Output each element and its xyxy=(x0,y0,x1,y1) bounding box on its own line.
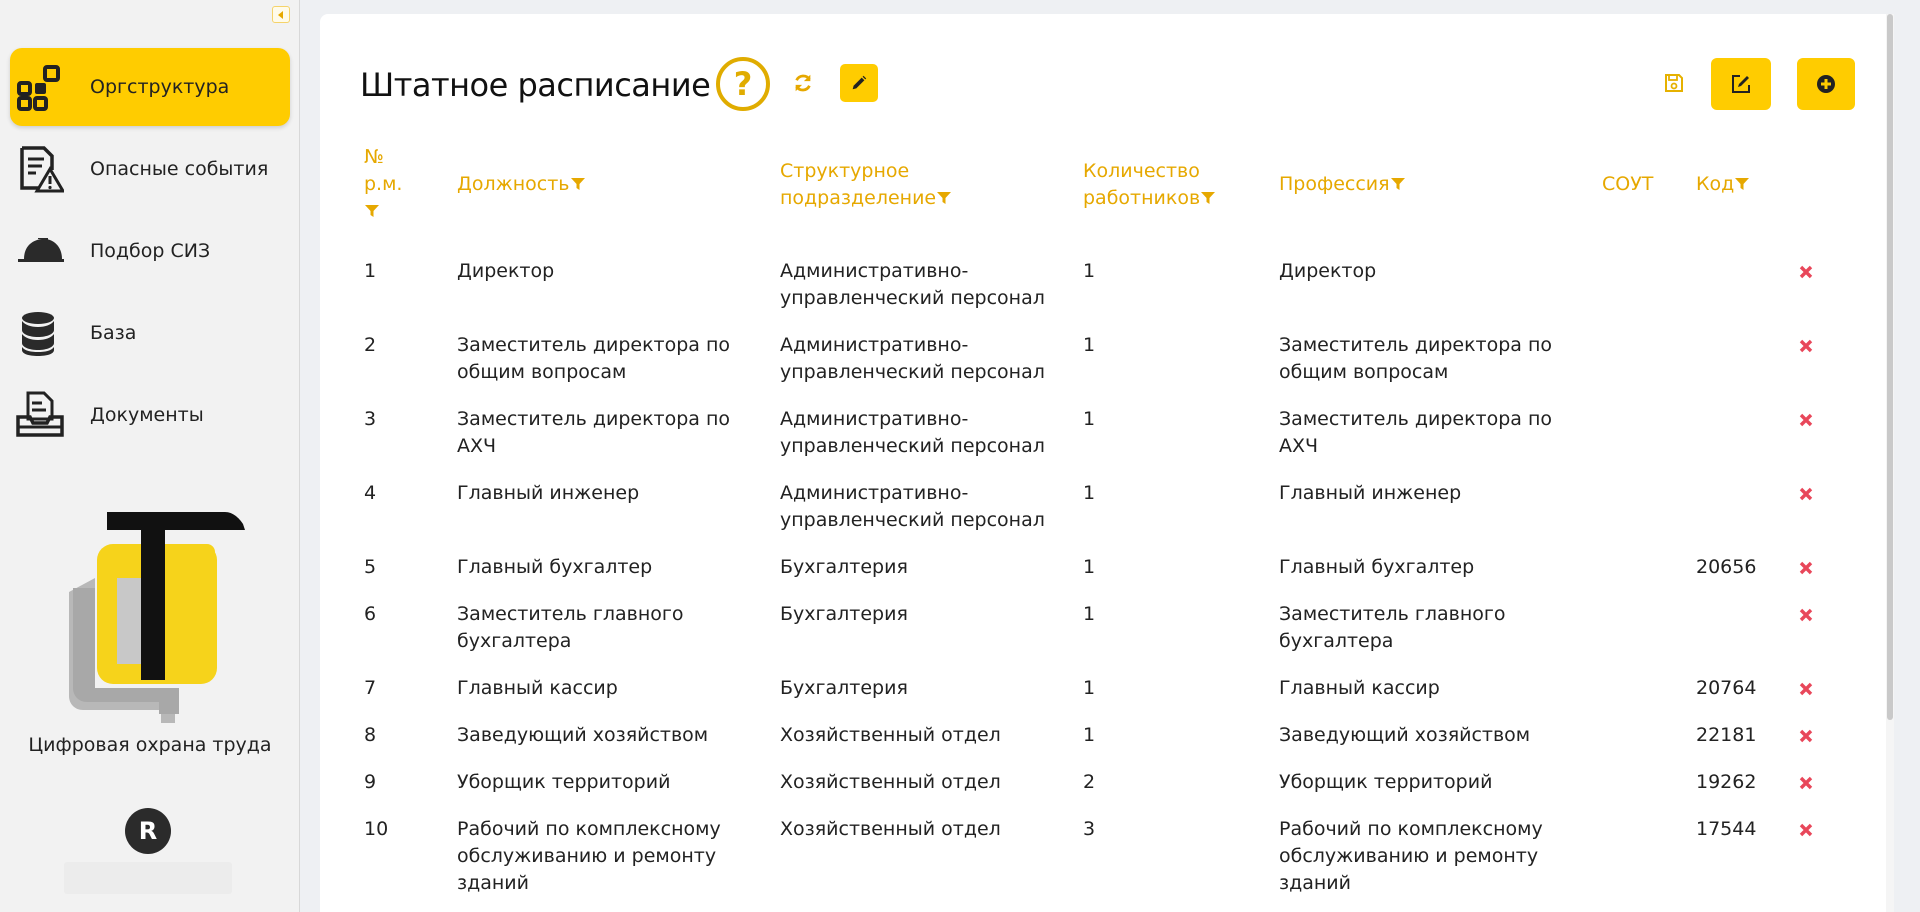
filter-icon[interactable] xyxy=(1391,177,1405,191)
cell-department xyxy=(780,601,908,628)
main-panel xyxy=(320,14,1894,912)
cell-position-line: обслуживанию и ремонту xyxy=(457,845,717,867)
cell-position-line: Заместитель директора по xyxy=(457,408,731,430)
column-header-department-line1: Структурное xyxy=(780,160,910,182)
cell-profession xyxy=(1279,554,1474,581)
footer-placeholder xyxy=(64,862,232,894)
cell-count: 1 xyxy=(1083,603,1096,625)
cell-code: 19262 xyxy=(1696,771,1757,793)
cell-profession xyxy=(1279,816,1543,897)
cell-count: 1 xyxy=(1083,334,1096,356)
table-row[interactable] xyxy=(364,406,1824,460)
cell-profession-line: Главный кассир xyxy=(1279,677,1440,699)
edit-record-button[interactable] xyxy=(1711,58,1771,110)
cell-profession-line: зданий xyxy=(1279,872,1352,894)
column-header-position-label: Должность xyxy=(457,173,570,195)
cell-count: 1 xyxy=(1083,556,1096,578)
delete-row-button[interactable] xyxy=(1798,412,1814,428)
sidebar-item-org-structure[interactable] xyxy=(10,48,290,126)
cell-department-line: Хозяйственный отдел xyxy=(780,724,1001,746)
column-header-count-line2: работников xyxy=(1083,187,1201,209)
table-row[interactable] xyxy=(364,675,1824,702)
cell-department-line: Хозяйственный отдел xyxy=(780,818,1001,840)
cell-department xyxy=(780,554,908,581)
edit-square-icon xyxy=(1730,73,1752,95)
column-header-department[interactable] xyxy=(780,158,951,212)
cell-position-line: Заведующий хозяйством xyxy=(457,724,709,746)
cell-department-line: управленческий персонал xyxy=(780,509,1045,531)
delete-row-button[interactable] xyxy=(1798,728,1814,744)
column-header-department-line2: подразделение xyxy=(780,187,937,209)
cell-profession xyxy=(1279,480,1461,507)
cell-position-line: Заместитель директора по xyxy=(457,334,731,356)
cell-profession xyxy=(1279,722,1530,749)
delete-row-button[interactable] xyxy=(1798,822,1814,838)
sidebar-item-hazard-events[interactable] xyxy=(10,130,290,208)
page-title: Штатное расписание xyxy=(360,66,711,104)
column-header-sout[interactable]: СОУТ xyxy=(1602,173,1654,195)
sidebar xyxy=(0,0,300,912)
cell-num: 2 xyxy=(364,334,377,356)
cell-count: 1 xyxy=(1083,260,1096,282)
cell-department-line: Административно- xyxy=(780,482,969,504)
delete-x-icon xyxy=(1799,823,1813,837)
filter-icon[interactable] xyxy=(937,191,951,205)
delete-x-icon xyxy=(1799,608,1813,622)
cell-profession xyxy=(1279,258,1376,285)
cell-profession-line: Заместитель директора по xyxy=(1279,408,1553,430)
cell-num: 10 xyxy=(364,818,389,840)
hard-hat-icon xyxy=(14,225,66,277)
sidebar-item-label: Подбор СИЗ xyxy=(90,240,211,262)
delete-row-button[interactable] xyxy=(1798,560,1814,576)
cell-code: 17544 xyxy=(1696,818,1757,840)
cell-profession-line: Уборщик территорий xyxy=(1279,771,1493,793)
cell-profession-line: Заведующий хозяйством xyxy=(1279,724,1531,746)
cell-position xyxy=(457,332,730,386)
cell-department-line: Административно- xyxy=(780,408,969,430)
cell-department-line: управленческий персонал xyxy=(780,287,1045,309)
sidebar-item-ppe[interactable] xyxy=(10,212,290,290)
column-header-profession-label: Профессия xyxy=(1279,173,1390,195)
sidebar-nav xyxy=(10,48,290,458)
help-button[interactable] xyxy=(716,57,770,111)
brand-name: Цифровая охрана труда xyxy=(28,734,272,756)
database-icon xyxy=(14,307,66,359)
cell-position xyxy=(457,406,730,460)
delete-x-icon xyxy=(1799,413,1813,427)
table-row[interactable] xyxy=(364,816,1824,897)
cell-code: 20764 xyxy=(1696,677,1757,699)
edit-mode-button[interactable] xyxy=(840,64,878,102)
sidebar-item-label: Опасные события xyxy=(90,158,269,180)
cell-department xyxy=(780,722,1001,749)
hazard-report-icon xyxy=(14,143,66,195)
cell-profession-line: АХЧ xyxy=(1279,435,1319,457)
delete-x-icon xyxy=(1799,776,1813,790)
table-row[interactable] xyxy=(364,258,1824,312)
cell-department xyxy=(780,675,908,702)
cell-profession-line: Заместитель директора по xyxy=(1279,334,1553,356)
r-badge-icon[interactable] xyxy=(125,808,171,854)
cell-position xyxy=(457,480,639,507)
cell-position-line: общим вопросам xyxy=(457,361,627,383)
cell-department xyxy=(780,258,1045,312)
cell-profession xyxy=(1279,332,1552,386)
column-header-profession[interactable] xyxy=(1279,171,1405,198)
plus-circle-icon xyxy=(1815,73,1837,95)
column-header-num[interactable] xyxy=(364,144,402,225)
delete-row-button[interactable] xyxy=(1798,775,1814,791)
cell-position-line: Уборщик территорий xyxy=(457,771,671,793)
table-row[interactable] xyxy=(364,554,1824,581)
cell-profession-line: Рабочий по комплексному xyxy=(1279,818,1543,840)
r-badge-letter: R xyxy=(138,817,158,845)
cell-code: 20656 xyxy=(1696,556,1757,578)
cell-department-line: Хозяйственный отдел xyxy=(780,771,1001,793)
cell-num: 1 xyxy=(364,260,377,282)
delete-row-button[interactable] xyxy=(1798,681,1814,697)
save-button[interactable] xyxy=(1662,71,1686,95)
cell-profession-line: общим вопросам xyxy=(1279,361,1449,383)
cell-position xyxy=(457,769,670,796)
cell-count: 1 xyxy=(1083,408,1096,430)
cell-department xyxy=(780,332,1045,386)
delete-x-icon xyxy=(1799,487,1813,501)
cell-profession-line: Директор xyxy=(1279,260,1377,282)
table-row[interactable] xyxy=(364,332,1824,386)
filter-icon[interactable] xyxy=(1735,177,1749,191)
scrollbar-thumb[interactable] xyxy=(1887,14,1893,720)
cell-count: 3 xyxy=(1083,818,1096,840)
cell-department-line: Административно- xyxy=(780,334,969,356)
chevron-left-icon xyxy=(276,10,286,20)
cell-department-line: Бухгалтерия xyxy=(780,556,908,578)
table-row[interactable] xyxy=(364,722,1824,749)
cell-position xyxy=(457,554,652,581)
cell-department-line: Административно- xyxy=(780,260,969,282)
column-header-count[interactable] xyxy=(1083,158,1215,212)
org-structure-icon xyxy=(14,61,66,113)
delete-x-icon xyxy=(1799,729,1813,743)
cell-profession xyxy=(1279,406,1552,460)
cell-num: 3 xyxy=(364,408,377,430)
cell-position-line: Главный кассир xyxy=(457,677,618,699)
refresh-button[interactable] xyxy=(790,70,816,96)
cell-profession xyxy=(1279,675,1440,702)
pencil-icon xyxy=(850,74,868,92)
sidebar-item-database[interactable] xyxy=(10,294,290,372)
cell-profession-line: обслуживанию и ремонту xyxy=(1279,845,1539,867)
cell-profession-line: Главный инженер xyxy=(1279,482,1462,504)
cell-num: 9 xyxy=(364,771,377,793)
filter-icon[interactable] xyxy=(1201,191,1215,205)
refresh-icon xyxy=(792,72,814,94)
cell-num: 7 xyxy=(364,677,377,699)
cell-department xyxy=(780,769,1001,796)
cell-num: 4 xyxy=(364,482,377,504)
delete-row-button[interactable] xyxy=(1798,264,1814,280)
delete-x-icon xyxy=(1799,561,1813,575)
cell-department-line: Бухгалтерия xyxy=(780,603,908,625)
delete-row-button[interactable] xyxy=(1798,607,1814,623)
cell-position xyxy=(457,722,708,749)
cell-position-line: Заместитель главного xyxy=(457,603,684,625)
delete-row-button[interactable] xyxy=(1798,338,1814,354)
add-record-button[interactable] xyxy=(1797,58,1855,110)
question-mark-icon: ? xyxy=(733,65,753,103)
column-header-position[interactable] xyxy=(457,171,585,198)
cell-position-line: Рабочий по комплексному xyxy=(457,818,721,840)
documents-inbox-icon xyxy=(14,389,66,441)
cell-position-line: Директор xyxy=(457,260,555,282)
filter-icon[interactable] xyxy=(365,204,379,218)
cell-profession-line: Заместитель главного xyxy=(1279,603,1506,625)
cell-position xyxy=(457,675,618,702)
cell-position-line: зданий xyxy=(457,872,530,894)
table-row[interactable] xyxy=(364,601,1824,655)
sidebar-item-label: Документы xyxy=(90,404,204,426)
cell-num: 8 xyxy=(364,724,377,746)
cell-position-line: Главный бухгалтер xyxy=(457,556,653,578)
cell-count: 1 xyxy=(1083,724,1096,746)
brand-logo xyxy=(55,508,245,723)
column-header-code-label: Код xyxy=(1696,173,1735,195)
column-header-count-line1: Количество xyxy=(1083,160,1200,182)
cell-count: 1 xyxy=(1083,677,1096,699)
cell-num: 6 xyxy=(364,603,377,625)
cell-position xyxy=(457,258,554,285)
cell-count: 2 xyxy=(1083,771,1096,793)
delete-x-icon xyxy=(1799,339,1813,353)
cell-position-line: Главный инженер xyxy=(457,482,640,504)
cell-position xyxy=(457,816,721,897)
cell-code: 22181 xyxy=(1696,724,1757,746)
cell-department xyxy=(780,406,1045,460)
sidebar-item-label: Оргструктура xyxy=(90,76,230,98)
column-header-num-line1: № xyxy=(364,146,384,168)
cell-department-line: управленческий персонал xyxy=(780,435,1045,457)
column-header-code[interactable] xyxy=(1696,171,1749,198)
filter-icon[interactable] xyxy=(571,177,585,191)
delete-row-button[interactable] xyxy=(1798,486,1814,502)
cell-position-line: бухгалтера xyxy=(457,630,572,652)
table-row[interactable] xyxy=(364,480,1824,534)
save-icon xyxy=(1664,73,1684,93)
delete-x-icon xyxy=(1799,265,1813,279)
cell-department xyxy=(780,816,1001,843)
cell-profession xyxy=(1279,769,1492,796)
cell-position-line: АХЧ xyxy=(457,435,497,457)
cell-num: 5 xyxy=(364,556,377,578)
sidebar-item-documents[interactable] xyxy=(10,376,290,454)
delete-x-icon xyxy=(1799,682,1813,696)
table-row[interactable] xyxy=(364,769,1824,796)
cell-profession xyxy=(1279,601,1505,655)
cell-profession-line: бухгалтера xyxy=(1279,630,1394,652)
cell-position xyxy=(457,601,683,655)
cell-department-line: Бухгалтерия xyxy=(780,677,908,699)
sidebar-item-label: База xyxy=(90,322,137,344)
column-header-num-line2: р.м. xyxy=(364,173,403,195)
cell-department-line: управленческий персонал xyxy=(780,361,1045,383)
cell-department xyxy=(780,480,1045,534)
collapse-sidebar-button[interactable] xyxy=(272,6,290,23)
cell-count: 1 xyxy=(1083,482,1096,504)
cell-profession-line: Главный бухгалтер xyxy=(1279,556,1475,578)
